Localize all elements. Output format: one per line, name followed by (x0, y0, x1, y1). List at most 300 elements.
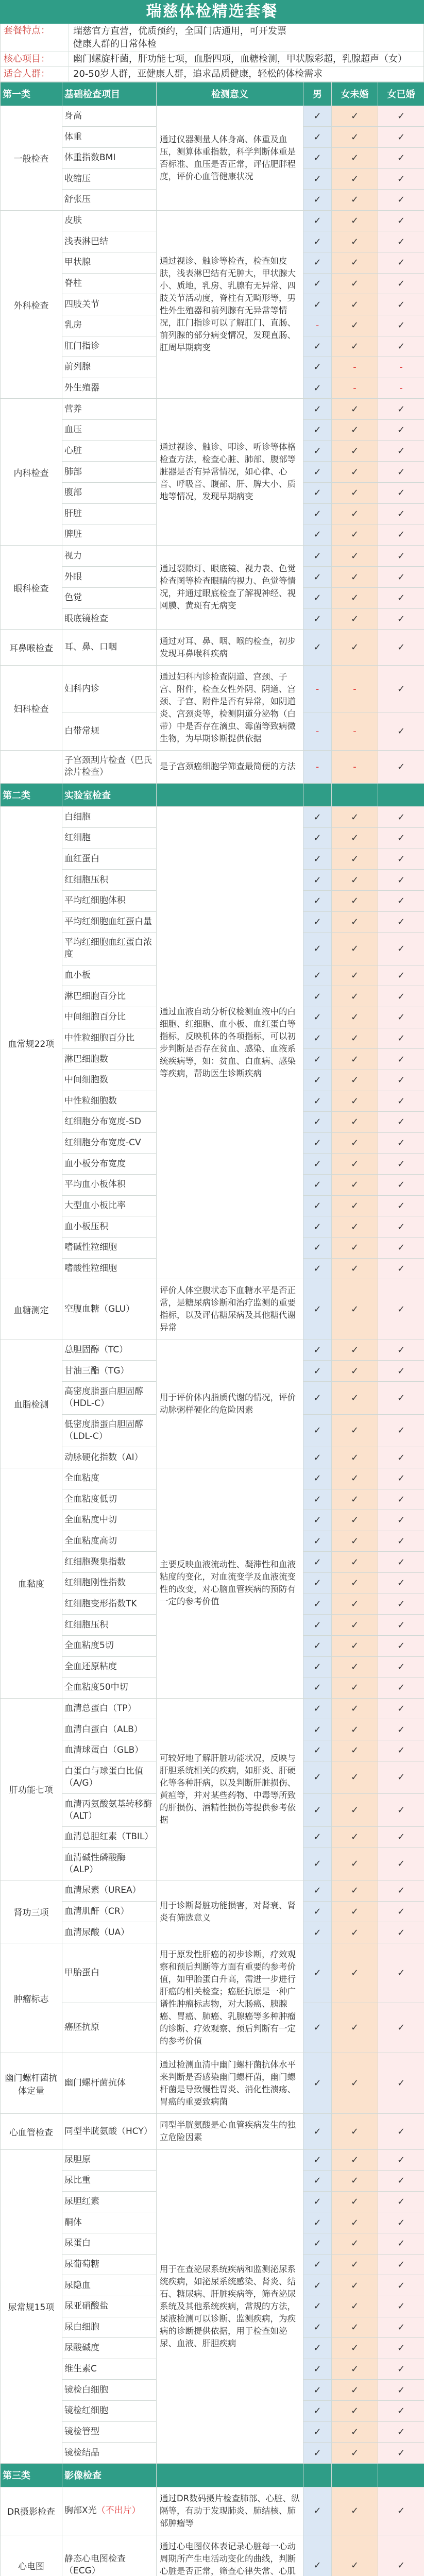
female-married-check: ✓ (378, 168, 424, 190)
female-married-check: ✓ (378, 2212, 424, 2233)
item-name: 淋巴细胞百分比 (62, 986, 157, 1007)
meta-value (69, 24, 423, 52)
female-married-check: ✓ (378, 1258, 424, 1279)
section-column-header (157, 2463, 303, 2487)
male-check: ✓ (303, 1447, 332, 1468)
female-unmarried-check: ✓ (332, 1237, 378, 1258)
female-unmarried-check: ✓ (332, 1028, 378, 1049)
meaning-cell: 通过仪器测量人体身高、体重及血压，测算体重指数，科学判断体重是否标准、血压是否正常，评估肥胖程度，评价心血管健康状况 (157, 106, 303, 210)
male-check: ✓ (303, 210, 332, 231)
female-unmarried-check: ✓ (332, 2317, 378, 2338)
item-name: 红细胞聚集指数 (62, 1552, 157, 1573)
female-unmarried-check: ✓ (332, 2338, 378, 2359)
male-check: ✓ (303, 168, 332, 190)
item-name: 妇科内诊 (62, 665, 157, 713)
section-header (1, 783, 424, 807)
male-check: ✓ (303, 1510, 332, 1531)
item-name: 镜检红细胞 (62, 2401, 157, 2422)
male-check: ✓ (303, 420, 332, 441)
item-row (1, 2053, 424, 2114)
item-name: 血清总蛋白（TP） (62, 1698, 157, 1719)
item-row (1, 1943, 424, 2003)
female-married-check: ✓ (378, 440, 424, 462)
male-check: ✓ (303, 1531, 332, 1552)
female-unmarried-check: ✓ (332, 1175, 378, 1196)
item-name: 红细胞压积 (62, 1615, 157, 1636)
male-check: ✓ (303, 828, 332, 849)
meta-line: 瑞慈官方直营，优质预约，全国门店通用，可开发票 (73, 26, 286, 37)
male-check: ✓ (303, 567, 332, 588)
item-name: 收缩压 (62, 168, 157, 190)
item-name: 尿隐血 (62, 2275, 157, 2296)
category-cell: 心电图 (1, 2535, 62, 2576)
female-unmarried-check: ✓ (332, 2443, 378, 2464)
item-name: 色觉 (62, 588, 157, 609)
male-check: ✓ (303, 2535, 332, 2576)
category-cell: 外科检查 (1, 210, 62, 399)
female-married-check: ✓ (378, 524, 424, 546)
male-check: ✓ (303, 1848, 332, 1880)
male-check: ✓ (303, 1195, 332, 1216)
female-married-check: ✓ (378, 482, 424, 503)
item-name: 嗜酸性粒细胞 (62, 1258, 157, 1279)
meaning-cell: 是子宫颈癌细胞学筛查最简便的方法 (157, 751, 303, 784)
item-row (1, 2487, 424, 2535)
item-row (1, 399, 424, 420)
item-name: 视力 (62, 545, 157, 567)
item-name: 身高 (62, 106, 157, 127)
female-unmarried-check: ✓ (332, 1112, 378, 1133)
female-unmarried-check: ✓ (332, 2003, 378, 2053)
female-unmarried-check: ✓ (332, 2233, 378, 2255)
item-row (1, 2535, 424, 2576)
female-married-check: ✓ (378, 2359, 424, 2380)
female-unmarried-check: ✓ (332, 588, 378, 609)
item-name: 动脉硬化指数（AI） (62, 1447, 157, 1468)
item-name: 红细胞变形指数TK (62, 1594, 157, 1615)
section-column-header (157, 783, 303, 807)
female-married-check: ✓ (378, 1049, 424, 1070)
female-married-check: ✓ (378, 2487, 424, 2535)
female-married-check: ✓ (378, 1510, 424, 1531)
female-unmarried-check: ✓ (332, 986, 378, 1007)
section-column-header: 检测意义 (157, 82, 303, 106)
female-married-check: ✓ (378, 1154, 424, 1175)
category-cell: 血糖测定 (1, 1279, 62, 1340)
male-check: ✓ (303, 1175, 332, 1196)
female-married-check: ✓ (378, 890, 424, 911)
female-married-check: ✓ (378, 1447, 424, 1468)
meaning-cell: 主要反映血液流动性、凝滞性和血液粘度的变化，对血流变学及血液流变性的改变，对心脑血管疾病的预防有一定的参考价值 (157, 1468, 303, 1698)
item-name: 全血粘度50中切 (62, 1677, 157, 1699)
item-name: 尿酸碱度 (62, 2338, 157, 2359)
item-name: 空腹血糖（GLU） (62, 1279, 157, 1340)
female-married-check: ✓ (378, 273, 424, 294)
male-check: ✓ (303, 2359, 332, 2380)
female-unmarried-check: ✓ (332, 2191, 378, 2212)
male-check: ✓ (303, 2191, 332, 2212)
female-unmarried-check: ✓ (332, 2149, 378, 2171)
male-check: ✓ (303, 1154, 332, 1175)
item-name: 眼底镜检查 (62, 608, 157, 630)
female-married-check: ✓ (378, 1698, 424, 1719)
item-row (1, 2113, 424, 2149)
male-check: ✓ (303, 503, 332, 524)
item-row (1, 751, 424, 784)
female-unmarried-check: ✓ (332, 1761, 378, 1794)
item-name: 肺部 (62, 462, 157, 483)
female-married-check: ✓ (378, 807, 424, 828)
item-name: 嗜碱性粒细胞 (62, 1237, 157, 1258)
female-unmarried-check: ✓ (332, 2212, 378, 2233)
section-column-header (378, 2463, 424, 2487)
female-married-check: ✓ (378, 751, 424, 784)
female-unmarried-check: ✓ (332, 168, 378, 190)
female-married-check: ✓ (378, 1489, 424, 1510)
female-married-check: ✓ (378, 1943, 424, 2003)
female-married-check: ✓ (378, 294, 424, 315)
item-name: 舒张压 (62, 190, 157, 211)
female-unmarried-check: ✓ (332, 294, 378, 315)
female-unmarried-check: ✓ (332, 1468, 378, 1489)
item-row (1, 210, 424, 231)
male-check: ✓ (303, 336, 332, 357)
item-name: 同型半胱氨酸（HCY） (62, 2113, 157, 2149)
male-check: ✓ (303, 2171, 332, 2192)
female-unmarried-check: ✓ (332, 545, 378, 567)
male-check: ✓ (303, 378, 332, 399)
female-unmarried-check: ✓ (332, 630, 378, 666)
male-check: ✓ (303, 1552, 332, 1573)
male-check: ✓ (303, 1826, 332, 1848)
male-check: ✓ (303, 2053, 332, 2114)
category-cell: 心血管检查 (1, 2113, 62, 2149)
female-unmarried-check: ✓ (332, 190, 378, 211)
female-married-check: ✓ (378, 2380, 424, 2401)
item-name: 血小板压积 (62, 1216, 157, 1238)
female-married-check: - (378, 378, 424, 399)
female-unmarried-check: ✓ (332, 911, 378, 933)
male-check: ✓ (303, 2212, 332, 2233)
female-married-check: ✓ (378, 1594, 424, 1615)
female-unmarried-check: ✓ (332, 1552, 378, 1573)
item-name: 红细胞刚性指数 (62, 1573, 157, 1594)
male-check: ✓ (303, 965, 332, 986)
section-title: 实验室检查 (62, 783, 157, 807)
female-unmarried-check: ✓ (332, 567, 378, 588)
female-married-check: ✓ (378, 1070, 424, 1091)
male-check: ✓ (303, 1382, 332, 1415)
male-check: ✓ (303, 986, 332, 1007)
item-name: 全血粘度中切 (62, 1510, 157, 1531)
meta-label: 核心项目： (1, 52, 69, 66)
female-unmarried-check: ✓ (332, 147, 378, 168)
male-check: ✓ (303, 849, 332, 870)
female-unmarried-check: ✓ (332, 2296, 378, 2317)
male-check: ✓ (303, 2233, 332, 2255)
item-name: 红细胞分布宽度-CV (62, 1132, 157, 1154)
female-unmarried-check: ✓ (332, 273, 378, 294)
item-name: 平均红细胞血红蛋白量 (62, 911, 157, 933)
female-married-check: ✓ (378, 399, 424, 420)
meaning-cell: 通过对耳、鼻、咽、喉的检查，初步发现耳鼻喉科疾病 (157, 630, 303, 666)
female-married-check: ✓ (378, 1761, 424, 1794)
female-unmarried-check: ✓ (332, 252, 378, 274)
male-check: ✓ (303, 1361, 332, 1382)
male-check: ✓ (303, 1091, 332, 1112)
item-name: 脾脏 (62, 524, 157, 546)
category-cell: 一般检查 (1, 106, 62, 210)
male-check: ✓ (303, 933, 332, 965)
female-unmarried-check: ✓ (332, 1510, 378, 1531)
female-married-check: ✓ (378, 1635, 424, 1656)
item-name: 癌胚抗原 (62, 2003, 157, 2053)
item-name: 外生殖器 (62, 378, 157, 399)
female-married-check: ✓ (378, 1091, 424, 1112)
item-name: 尿比重 (62, 2171, 157, 2192)
male-check: ✓ (303, 1943, 332, 2003)
item-name: 全血粘度低切 (62, 1489, 157, 1510)
male-check: - (303, 751, 332, 784)
female-married-check: ✓ (378, 1901, 424, 1922)
female-unmarried-check: ✓ (332, 1361, 378, 1382)
female-married-check: ✓ (378, 2443, 424, 2464)
item-name: 甲状腺 (62, 252, 157, 274)
item-name: 全血还原粘度 (62, 1656, 157, 1677)
male-check: ✓ (303, 1132, 332, 1154)
female-married-check: ✓ (378, 1656, 424, 1677)
female-married-check: ✓ (378, 1615, 424, 1636)
female-married-check: ✓ (378, 1340, 424, 1361)
male-check: ✓ (303, 630, 332, 666)
female-unmarried-check: ✓ (332, 2275, 378, 2296)
female-unmarried-check: - (332, 357, 378, 378)
category-cell: 血黏度 (1, 1468, 62, 1698)
item-name: 乳房 (62, 315, 157, 336)
meaning-cell: 可较好地了解肝脏功能状况，反映与肝胆系统相关的疾病，如肝炎、肝硬化等各种肝病，以及判断肝脏损伤、黄疸等，并对某些药物、中毒等所致的肝损伤、酒精性损伤等提供参考依据 (157, 1698, 303, 1880)
male-check: ✓ (303, 2003, 332, 2053)
female-unmarried-check: ✓ (332, 1573, 378, 1594)
female-unmarried-check: - (332, 751, 378, 784)
item-name: 血清球蛋白（GLB） (62, 1740, 157, 1761)
meaning-cell: 同型半胱氨酸是心血管疾病发生的独立危险因素 (157, 2113, 303, 2149)
female-married-check: - (378, 357, 424, 378)
male-check: ✓ (303, 2443, 332, 2464)
female-married-check: ✓ (378, 1361, 424, 1382)
female-married-check: ✓ (378, 2275, 424, 2296)
female-unmarried-check: - (332, 378, 378, 399)
female-married-check: ✓ (378, 252, 424, 274)
item-name: 中间细胞百分比 (62, 1007, 157, 1028)
section-header (1, 82, 424, 106)
section-header (1, 2463, 424, 2487)
male-check: ✓ (303, 1677, 332, 1699)
item-name: 尿蛋白 (62, 2233, 157, 2255)
male-check: ✓ (303, 608, 332, 630)
item-name: 尿胆原 (62, 2149, 157, 2171)
section-column-header (332, 2463, 378, 2487)
female-unmarried-check: ✓ (332, 1091, 378, 1112)
female-unmarried-check: ✓ (332, 933, 378, 965)
female-unmarried-check: ✓ (332, 1049, 378, 1070)
item-name: 血清白蛋白（ALB） (62, 1719, 157, 1740)
male-check: ✓ (303, 1794, 332, 1827)
male-check: ✓ (303, 273, 332, 294)
female-married-check: ✓ (378, 1175, 424, 1196)
female-unmarried-check: ✓ (332, 1719, 378, 1740)
item-name: 甘油三酯（TG） (62, 1361, 157, 1382)
male-check: - (303, 713, 332, 751)
female-unmarried-check: ✓ (332, 420, 378, 441)
female-married-check: ✓ (378, 1677, 424, 1699)
meaning-cell: 通过妇科内诊检查阴道、宫颈、子宫、附件，检查女性外阴、阴道、宫颈、子宫、附件是否有异常，如阴道炎、宫颈炎等，检测阴道分泌物（白带）中是否存在滴虫、霉菌等致病微生物，为早期诊断提供依据 (157, 665, 303, 750)
meta-line: 健康人群的日常体检 (73, 39, 157, 49)
section-name: 第一类 (1, 82, 62, 106)
female-unmarried-check: ✓ (332, 2171, 378, 2192)
female-married-check: ✓ (378, 190, 424, 211)
item-name: 心脏 (62, 440, 157, 462)
male-check: ✓ (303, 357, 332, 378)
male-check: ✓ (303, 2254, 332, 2275)
female-married-check: ✓ (378, 2191, 424, 2212)
female-unmarried-check: ✓ (332, 2401, 378, 2422)
item-name: 体重指数BMI (62, 147, 157, 168)
female-unmarried-check: ✓ (332, 1656, 378, 1677)
female-unmarried-check: ✓ (332, 399, 378, 420)
female-married-check: ✓ (378, 315, 424, 336)
male-check: ✓ (303, 1468, 332, 1489)
male-check: ✓ (303, 2317, 332, 2338)
item-name: 红细胞 (62, 828, 157, 849)
section-name: 第二类 (1, 783, 62, 807)
female-married-check: ✓ (378, 2149, 424, 2171)
item-name: 尿白细胞 (62, 2317, 157, 2338)
female-married-check: ✓ (378, 2296, 424, 2317)
item-name: 血清总胆红素（TBIL） (62, 1826, 157, 1848)
item-row (1, 106, 424, 127)
section-column-header (303, 783, 332, 807)
male-check: ✓ (303, 1615, 332, 1636)
item-name: 血清肌酐（CR） (62, 1901, 157, 1922)
item-name: 血红蛋白 (62, 849, 157, 870)
female-married-check: ✓ (378, 2421, 424, 2443)
item-name: 大型血小板比率 (62, 1195, 157, 1216)
female-married-check: ✓ (378, 1880, 424, 1902)
item-name: 酮体 (62, 2212, 157, 2233)
male-check: ✓ (303, 1698, 332, 1719)
female-unmarried-check: ✓ (332, 1279, 378, 1340)
section-column-header (378, 783, 424, 807)
section-title: 基础检查项目 (62, 82, 157, 106)
female-unmarried-check: ✓ (332, 106, 378, 127)
male-check: ✓ (303, 2296, 332, 2317)
item-name: 幽门螺杆菌抗体 (62, 2053, 157, 2114)
meaning-cell: 通过视诊、触诊等检查，检查如皮肤，浅表淋巴结有无肿大，甲状腺大小、质地，乳房、乳腺有无异常、四肢关节活动度，脊柱有无畸形等，男性外生殖器和前列腺有无异常等情况，肛门指诊可以了解肛门、直肠、前列腺的部分病变情况，发现直肠、肛周早期病变 (157, 210, 303, 399)
female-unmarried-check: ✓ (332, 1531, 378, 1552)
female-unmarried-check: ✓ (332, 965, 378, 986)
male-check: ✓ (303, 127, 332, 148)
female-unmarried-check: ✓ (332, 1258, 378, 1279)
item-name: 肝脏 (62, 503, 157, 524)
item-name: 高密度脂蛋白胆固醇（HDL-C） (62, 1382, 157, 1415)
section-column-header: 女已婚 (378, 82, 424, 106)
item-name: 镜检管型 (62, 2421, 157, 2443)
female-married-check: ✓ (378, 1279, 424, 1340)
category-cell: 血常规22项 (1, 807, 62, 1279)
male-check: ✓ (303, 1340, 332, 1361)
item-name: 血清尿酸（UA） (62, 1922, 157, 1943)
meaning-cell: 通过心电图仪体表记录心脏每一心动周期所产生电活动变化的曲线，判断心脏是否正常，筛查心律失常、心肌 (157, 2535, 303, 2576)
female-unmarried-check: ✓ (332, 1615, 378, 1636)
female-married-check: ✓ (378, 2003, 424, 2053)
female-unmarried-check: - (332, 713, 378, 751)
item-name: 体重 (62, 127, 157, 148)
female-married-check: ✓ (378, 933, 424, 965)
male-check: ✓ (303, 294, 332, 315)
male-check: ✓ (303, 440, 332, 462)
section-column-header (303, 2463, 332, 2487)
item-row (1, 1698, 424, 1719)
item-name: 尿葡萄糖 (62, 2254, 157, 2275)
male-check: ✓ (303, 399, 332, 420)
female-unmarried-check: ✓ (332, 482, 378, 503)
male-check: - (303, 315, 332, 336)
male-check: ✓ (303, 1573, 332, 1594)
item-name: 腹部 (62, 482, 157, 503)
male-check: ✓ (303, 1656, 332, 1677)
item-name: 红细胞压积 (62, 870, 157, 891)
female-unmarried-check: ✓ (332, 2053, 378, 2114)
female-unmarried-check: ✓ (332, 1070, 378, 1091)
female-married-check: ✓ (378, 1468, 424, 1489)
female-married-check: ✓ (378, 1414, 424, 1447)
male-check: ✓ (303, 1028, 332, 1049)
section-column-header (332, 783, 378, 807)
item-name: 白细胞 (62, 807, 157, 828)
female-unmarried-check: ✓ (332, 210, 378, 231)
female-unmarried-check: ✓ (332, 2113, 378, 2149)
female-married-check: ✓ (378, 1382, 424, 1415)
female-married-check: ✓ (378, 1848, 424, 1880)
item-row (1, 545, 424, 567)
female-married-check: ✓ (378, 1112, 424, 1133)
female-married-check: ✓ (378, 503, 424, 524)
female-unmarried-check: ✓ (332, 1677, 378, 1699)
male-check: ✓ (303, 2149, 332, 2171)
item-name: 中间细胞数 (62, 1070, 157, 1091)
item-name: 血小板 (62, 965, 157, 986)
male-check: ✓ (303, 2275, 332, 2296)
female-married-check: ✓ (378, 567, 424, 588)
female-unmarried-check: ✓ (332, 1826, 378, 1848)
female-unmarried-check: ✓ (332, 1794, 378, 1827)
female-married-check: ✓ (378, 1531, 424, 1552)
male-check: ✓ (303, 2113, 332, 2149)
item-row (1, 1468, 424, 1489)
item-name: 血清碱性磷酸酶（ALP） (62, 1848, 157, 1880)
item-name: 耳、鼻、口咽 (62, 630, 157, 666)
section-title: 影像检查 (62, 2463, 157, 2487)
section-column-header: 女未婚 (332, 82, 378, 106)
male-check: ✓ (303, 1007, 332, 1028)
female-unmarried-check: ✓ (332, 1635, 378, 1656)
meaning-cell: 评价人体空腹状态下血糖水平是否正常，是糖尿病诊断和治疗监测的重要指标，以及评估糖尿病及其他糖代谢异常 (157, 1279, 303, 1340)
item-name: 营养 (62, 399, 157, 420)
female-unmarried-check: ✓ (332, 1132, 378, 1154)
female-married-check: ✓ (378, 147, 424, 168)
exam-table (0, 82, 424, 2576)
male-check: ✓ (303, 1761, 332, 1794)
